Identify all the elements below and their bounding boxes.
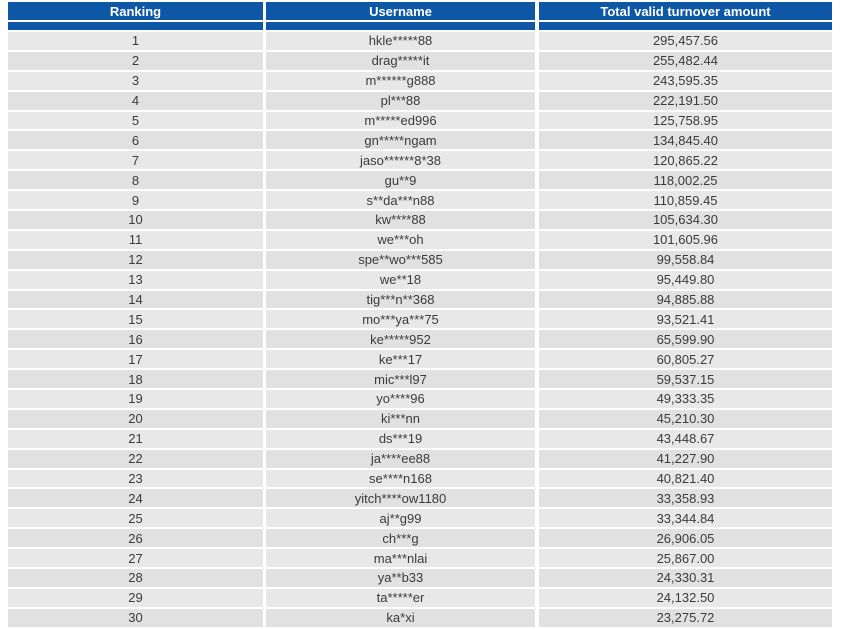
ranking-cell: 6 <box>8 131 263 149</box>
turnover-leaderboard-table <box>8 2 832 629</box>
table-row <box>8 310 832 328</box>
username-cell: we***oh <box>266 231 535 249</box>
ranking-cell: 7 <box>8 151 263 169</box>
ranking-cell: 4 <box>8 92 263 110</box>
ranking-cell: 22 <box>8 450 263 468</box>
amount-cell: 120,865.22 <box>539 151 832 169</box>
table-row <box>8 52 832 70</box>
username-cell: ta*****er <box>266 589 535 607</box>
username-cell: gn*****ngam <box>266 131 535 149</box>
username-cell: mic***l97 <box>266 370 535 388</box>
username-cell: ma***nlai <box>266 549 535 567</box>
amount-cell: 94,885.88 <box>539 291 832 309</box>
table-row <box>8 370 832 388</box>
table-row <box>8 92 832 110</box>
ranking-cell: 9 <box>8 191 263 209</box>
ranking-cell: 20 <box>8 410 263 428</box>
username-cell: hkle*****88 <box>266 32 535 50</box>
username-cell: ka*xi <box>266 609 535 627</box>
amount-cell: 295,457.56 <box>539 32 832 50</box>
table-row <box>8 390 832 408</box>
table-row <box>8 112 832 130</box>
amount-cell: 45,210.30 <box>539 410 832 428</box>
table-row <box>8 569 832 587</box>
table-row <box>8 151 832 169</box>
amount-cell: 49,333.35 <box>539 390 832 408</box>
ranking-cell: 14 <box>8 291 263 309</box>
amount-cell: 24,132.50 <box>539 589 832 607</box>
amount-cell: 24,330.31 <box>539 569 832 587</box>
username-cell: ch***g <box>266 529 535 547</box>
column-header-ranking: Ranking <box>8 2 263 20</box>
username-cell: ke***17 <box>266 350 535 368</box>
username-cell: spe**wo***585 <box>266 251 535 269</box>
ranking-cell: 15 <box>8 310 263 328</box>
ranking-cell: 26 <box>8 529 263 547</box>
username-cell: m******g888 <box>266 72 535 90</box>
ranking-cell: 16 <box>8 330 263 348</box>
amount-cell: 99,558.84 <box>539 251 832 269</box>
table-row <box>8 430 832 448</box>
amount-cell: 134,845.40 <box>539 131 832 149</box>
ranking-cell: 5 <box>8 112 263 130</box>
table-row <box>8 32 832 50</box>
table-row <box>8 171 832 189</box>
ranking-cell: 2 <box>8 52 263 70</box>
table-row <box>8 549 832 567</box>
username-cell: ya**b33 <box>266 569 535 587</box>
amount-cell: 33,344.84 <box>539 509 832 527</box>
amount-cell: 125,758.95 <box>539 112 832 130</box>
table-body <box>8 32 832 627</box>
header-subcell-ranking <box>8 22 263 30</box>
amount-cell: 40,821.40 <box>539 470 832 488</box>
amount-cell: 59,537.15 <box>539 370 832 388</box>
ranking-cell: 8 <box>8 171 263 189</box>
table-row <box>8 489 832 507</box>
table-row <box>8 291 832 309</box>
username-cell: yo****96 <box>266 390 535 408</box>
username-cell: ke*****952 <box>266 330 535 348</box>
table-row <box>8 231 832 249</box>
amount-cell: 118,002.25 <box>539 171 832 189</box>
column-header-total-valid-turnover-amount: Total valid turnover amount <box>539 2 832 20</box>
ranking-cell: 25 <box>8 509 263 527</box>
table-row <box>8 450 832 468</box>
amount-cell: 243,595.35 <box>539 72 832 90</box>
amount-cell: 25,867.00 <box>539 549 832 567</box>
username-cell: jaso******8*38 <box>266 151 535 169</box>
table-row <box>8 529 832 547</box>
amount-cell: 105,634.30 <box>539 211 832 229</box>
table-row <box>8 251 832 269</box>
ranking-cell: 30 <box>8 609 263 627</box>
amount-cell: 60,805.27 <box>539 350 832 368</box>
table-header-subrow <box>8 22 832 30</box>
table-row <box>8 330 832 348</box>
amount-cell: 95,449.80 <box>539 271 832 289</box>
table-row <box>8 410 832 428</box>
column-header-username: Username <box>266 2 535 20</box>
table-row <box>8 509 832 527</box>
amount-cell: 33,358.93 <box>539 489 832 507</box>
ranking-cell: 3 <box>8 72 263 90</box>
header-subcell-username <box>266 22 535 30</box>
amount-cell: 41,227.90 <box>539 450 832 468</box>
amount-cell: 43,448.67 <box>539 430 832 448</box>
header-subcell-amount <box>539 22 832 30</box>
username-cell: se****n168 <box>266 470 535 488</box>
amount-cell: 93,521.41 <box>539 310 832 328</box>
amount-cell: 65,599.90 <box>539 330 832 348</box>
username-cell: gu**9 <box>266 171 535 189</box>
ranking-cell: 24 <box>8 489 263 507</box>
amount-cell: 23,275.72 <box>539 609 832 627</box>
ranking-cell: 1 <box>8 32 263 50</box>
username-cell: ds***19 <box>266 430 535 448</box>
table-row <box>8 470 832 488</box>
ranking-cell: 29 <box>8 589 263 607</box>
amount-cell: 255,482.44 <box>539 52 832 70</box>
amount-cell: 26,906.05 <box>539 529 832 547</box>
table-header-row <box>8 2 832 20</box>
ranking-cell: 11 <box>8 231 263 249</box>
ranking-cell: 10 <box>8 211 263 229</box>
username-cell: aj**g99 <box>266 509 535 527</box>
username-cell: drag*****it <box>266 52 535 70</box>
ranking-cell: 12 <box>8 251 263 269</box>
username-cell: s**da***n88 <box>266 191 535 209</box>
username-cell: tig***n**368 <box>266 291 535 309</box>
ranking-cell: 28 <box>8 569 263 587</box>
table-row <box>8 271 832 289</box>
ranking-cell: 13 <box>8 271 263 289</box>
username-cell: ki***nn <box>266 410 535 428</box>
ranking-cell: 27 <box>8 549 263 567</box>
table-row <box>8 72 832 90</box>
username-cell: m*****ed996 <box>266 112 535 130</box>
username-cell: kw****88 <box>266 211 535 229</box>
amount-cell: 110,859.45 <box>539 191 832 209</box>
username-cell: mo***ya***75 <box>266 310 535 328</box>
table-row <box>8 191 832 209</box>
amount-cell: 101,605.96 <box>539 231 832 249</box>
table-row <box>8 589 832 607</box>
username-cell: yitch****ow1180 <box>266 489 535 507</box>
username-cell: ja****ee88 <box>266 450 535 468</box>
table-row <box>8 211 832 229</box>
username-cell: we**18 <box>266 271 535 289</box>
ranking-cell: 17 <box>8 350 263 368</box>
table-row <box>8 609 832 627</box>
ranking-cell: 23 <box>8 470 263 488</box>
ranking-cell: 18 <box>8 370 263 388</box>
table-row <box>8 350 832 368</box>
username-cell: pl***88 <box>266 92 535 110</box>
ranking-cell: 21 <box>8 430 263 448</box>
ranking-cell: 19 <box>8 390 263 408</box>
amount-cell: 222,191.50 <box>539 92 832 110</box>
table-row <box>8 131 832 149</box>
